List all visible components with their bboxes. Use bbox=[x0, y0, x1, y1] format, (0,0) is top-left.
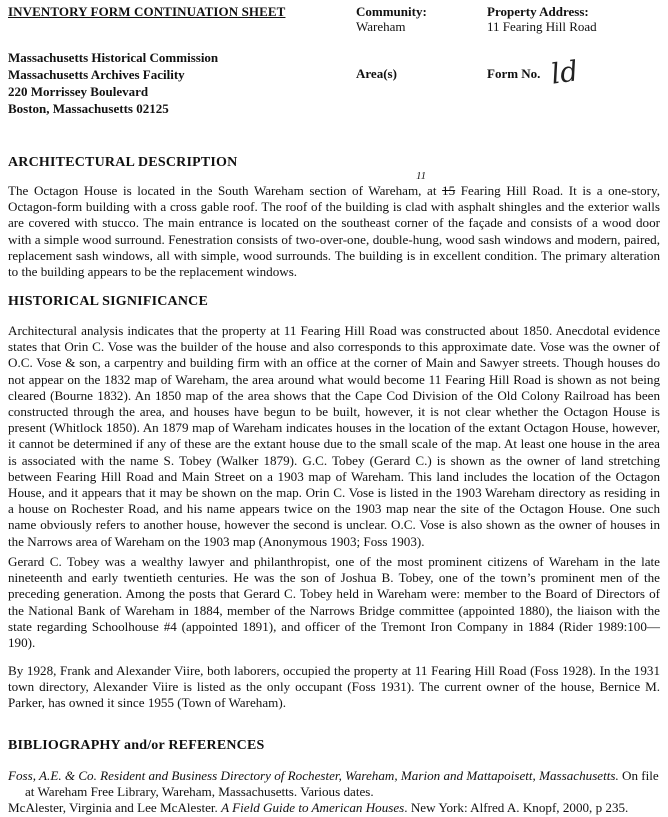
bib-entry-start: McAlester, Virginia and Lee McAlester. bbox=[8, 800, 222, 816]
architectural-heading: ARCHITECTURAL DESCRIPTION bbox=[8, 155, 238, 170]
org-line: Boston, Massachusetts 02125 bbox=[8, 101, 169, 116]
property-address-value: 11 Fearing Hill Road bbox=[487, 19, 597, 34]
handwritten-correction: 11 bbox=[416, 170, 427, 182]
property-address-label: Property Address: bbox=[487, 4, 589, 19]
community-value: Wareham bbox=[356, 19, 406, 34]
arch-text-before: The Octagon House is located in the South Wareham section of Wareham, at bbox=[8, 183, 443, 198]
historical-heading: HISTORICAL SIGNIFICANCE bbox=[8, 294, 209, 309]
bib-entry-italic: A Field Guide to American Houses bbox=[221, 800, 405, 816]
form-number-label: Form No. bbox=[487, 66, 541, 81]
bibliography-heading: BIBLIOGRAPHY and/or REFERENCES bbox=[8, 738, 265, 753]
historical-paragraph-1: Architectural analysis indicates that the property at 11 Fearing Hill Road was constructed about 1850. Anecdotal evidence states that Orin C. Vose was the builder of the house and also corresponds to this approximate date. Vose was the owner of O.C. Vose & son, a carpentry and building firm with an office at the corner of Main and Sawyer streets. Though houses do not appear on the 1832 map of Wareham, the area around what would become 11 Fearing Hill Road is shown as not being cleared (Bourne 1832). An 1850 map of the area shows that the Cape Cod Division of the Old Colony Railroad has been constructed through the area, and houses have begun to be built, however, it is not clear whether the Octagon House is present (Whitlock 1850). An 1879 map of Wareham indicates houses in the location of the extant Octagon House, however, it cannot be determined if any of these are the extant house due to the small scale of the map. At least one house in the area is associated with the name S. Tobey (Walker 1879). G.C. Tobey (Gerard C.) is shown as the owner of land stretching between Fearing Hill Road and Main Street on a 1903 map of Wareham. This land includes the location of the Octagon House, and it appears that it may be shown on the map. Orin C. Vose is listed in the 1903 Wareham directory as residing in a house on Rochester Road, and his name appears twice on the 1903 map near the site of the Octagon House. One such name obviously refers to another house, however the second is unclear. O.C. Vose is also shown as the owner of houses in the Narrows area of Wareham on the 1903 map (Anonymous 1903; Foss 1903). bbox=[8, 323, 660, 549]
community-label: Community: bbox=[356, 4, 427, 19]
struck-number: 15 bbox=[442, 183, 456, 198]
org-line: Massachusetts Archives Facility bbox=[8, 67, 185, 82]
area-label: Area(s) bbox=[356, 66, 397, 81]
form-title: INVENTORY FORM CONTINUATION SHEET bbox=[8, 4, 286, 19]
bibliography-list bbox=[8, 768, 663, 817]
bib-entry-rest: . New York: Alfred A. Knopf, 2000, p 235. bbox=[404, 800, 629, 816]
org-line: 220 Morrissey Boulevard bbox=[8, 84, 149, 99]
arch-text-after: Fearing Hill Road. It is a one-story, Octagon-form building with a cross gable roof. The roof of the building is clad with asphalt shingles and the exterior walls are covered with stucco. The main entrance is located on the southeast corner of the façade and consists of a wood door with a simple wood surround. Fenestration consists of two-over-one, double-hung, wood sash windows and modern, paired, replacement sash windows, all with simple, wood surrounds. The building is in excellent condition. The primary alteration to the building appears to be the replacement windows. bbox=[8, 183, 660, 280]
bib-entry-italic: Foss, A.E. & Co. Resident and Business Directory of Rochester, Wareham, Marion and Mattapoisett, Massachusetts. bbox=[8, 768, 619, 783]
historical-paragraph-2: Gerard C. Tobey was a wealthy lawyer and philanthropist, one of the most prominent citizens of Wareham in the late nineteenth and early twentieth centuries. He was the son of Joshua B. Tobey, one of the town’s prominent men of the preceding generation. Among the posts that Gerard C. Tobey held in Wareham were: member to the Board of Directors of the National Bank of Wareham in 1884, member of the Narrows Bridge committee (appointed 1880), the liaison with the state regarding Schoolhouse #4 (appointed 1891), and officer of the Tremont Iron Company in 1884 (Rider 1989:100—190). bbox=[8, 554, 660, 651]
historical-paragraph-3: By 1928, Frank and Alexander Viire, both laborers, occupied the property at 11 Fearing Hill Road (Foss 1928). In the 1931 town directory, Alexander Viire is listed as the only occupant (Foss 1931). The current owner of the house, Bernice M. Parker, has owned it since 1955 (Town of Wareham). bbox=[8, 663, 660, 711]
form-number-handwritten: ld bbox=[548, 54, 581, 91]
bibliography-entry bbox=[8, 768, 663, 800]
org-line: Massachusetts Historical Commission bbox=[8, 50, 219, 65]
bib-entry-rest: On file at Wareham Free Library, Wareham, Massachusetts. Various dates. bbox=[25, 768, 659, 800]
bibliography-entry bbox=[8, 800, 663, 816]
architectural-paragraph bbox=[8, 183, 660, 280]
organization-address bbox=[8, 49, 218, 117]
